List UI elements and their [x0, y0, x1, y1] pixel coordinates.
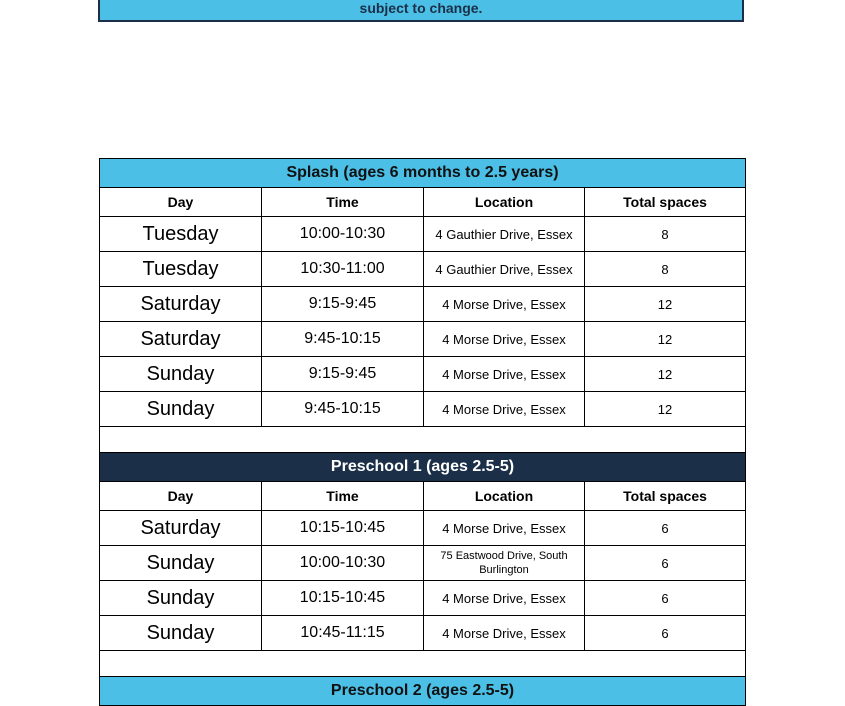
cell-spaces: 6: [585, 616, 746, 651]
cell-spaces: 6: [585, 581, 746, 616]
cell-day: Sunday: [100, 581, 262, 616]
spacer-row: [100, 651, 746, 677]
header-time: Time: [262, 188, 424, 217]
cell-location: 4 Morse Drive, Essex: [424, 322, 585, 357]
header-location: Location: [424, 482, 585, 511]
header-time: Time: [262, 482, 424, 511]
cell-time: 10:00-10:30: [262, 546, 424, 581]
cell-spaces: 8: [585, 217, 746, 252]
cell-day: Sunday: [100, 392, 262, 427]
cell-location: 4 Morse Drive, Essex: [424, 392, 585, 427]
header-day: Day: [100, 188, 262, 217]
header-spaces: Total spaces: [585, 188, 746, 217]
cell-spaces: 12: [585, 357, 746, 392]
cell-location: 4 Morse Drive, Essex: [424, 357, 585, 392]
notice-banner: [98, 0, 744, 22]
cell-day: Sunday: [100, 357, 262, 392]
schedule-table: [99, 158, 746, 706]
cell-day: Saturday: [100, 322, 262, 357]
section-title-row: [100, 159, 746, 188]
section-title-preschool-2: Preschool 2 (ages 2.5-5): [100, 677, 746, 706]
cell-spaces: 8: [585, 252, 746, 287]
cell-day: Sunday: [100, 616, 262, 651]
cell-spaces: 6: [585, 511, 746, 546]
cell-day: Tuesday: [100, 217, 262, 252]
cell-time: 10:00-10:30: [262, 217, 424, 252]
table-row: [100, 252, 746, 287]
cell-location: 4 Gauthier Drive, Essex: [424, 252, 585, 287]
spacer-row: [100, 427, 746, 453]
cell-time: 10:45-11:15: [262, 616, 424, 651]
header-row: [100, 188, 746, 217]
cell-time: 9:15-9:45: [262, 357, 424, 392]
cell-location: 4 Gauthier Drive, Essex: [424, 217, 585, 252]
notice-text: subject to change.: [359, 0, 483, 16]
cell-time: 9:45-10:15: [262, 392, 424, 427]
cell-location: 4 Morse Drive, Essex: [424, 287, 585, 322]
header-row: [100, 482, 746, 511]
header-spaces: Total spaces: [585, 482, 746, 511]
cell-day: Sunday: [100, 546, 262, 581]
cell-location: 4 Morse Drive, Essex: [424, 581, 585, 616]
table-row: [100, 581, 746, 616]
cell-spaces: 6: [585, 546, 746, 581]
section-title-splash: Splash (ages 6 months to 2.5 years): [100, 159, 746, 188]
spacer-cell: [100, 651, 746, 677]
table-row: [100, 511, 746, 546]
cell-spaces: 12: [585, 392, 746, 427]
cell-location: 75 Eastwood Drive, South Burlington: [424, 546, 585, 581]
table-row: [100, 287, 746, 322]
table-row: [100, 357, 746, 392]
cell-time: 9:15-9:45: [262, 287, 424, 322]
table-row: [100, 616, 746, 651]
section-title-row: [100, 453, 746, 482]
header-day: Day: [100, 482, 262, 511]
cell-spaces: 12: [585, 322, 746, 357]
cell-spaces: 12: [585, 287, 746, 322]
cell-time: 10:15-10:45: [262, 581, 424, 616]
header-location: Location: [424, 188, 585, 217]
spacer-cell: [100, 427, 746, 453]
table-row: [100, 546, 746, 581]
cell-location: 4 Morse Drive, Essex: [424, 616, 585, 651]
table-row: [100, 217, 746, 252]
table-row: [100, 392, 746, 427]
cell-time: 9:45-10:15: [262, 322, 424, 357]
cell-time: 10:30-11:00: [262, 252, 424, 287]
section-title-row: [100, 677, 746, 706]
section-title-preschool-1: Preschool 1 (ages 2.5-5): [100, 453, 746, 482]
cell-time: 10:15-10:45: [262, 511, 424, 546]
cell-location: 4 Morse Drive, Essex: [424, 511, 585, 546]
cell-day: Saturday: [100, 287, 262, 322]
cell-day: Saturday: [100, 511, 262, 546]
cell-day: Tuesday: [100, 252, 262, 287]
table-row: [100, 322, 746, 357]
